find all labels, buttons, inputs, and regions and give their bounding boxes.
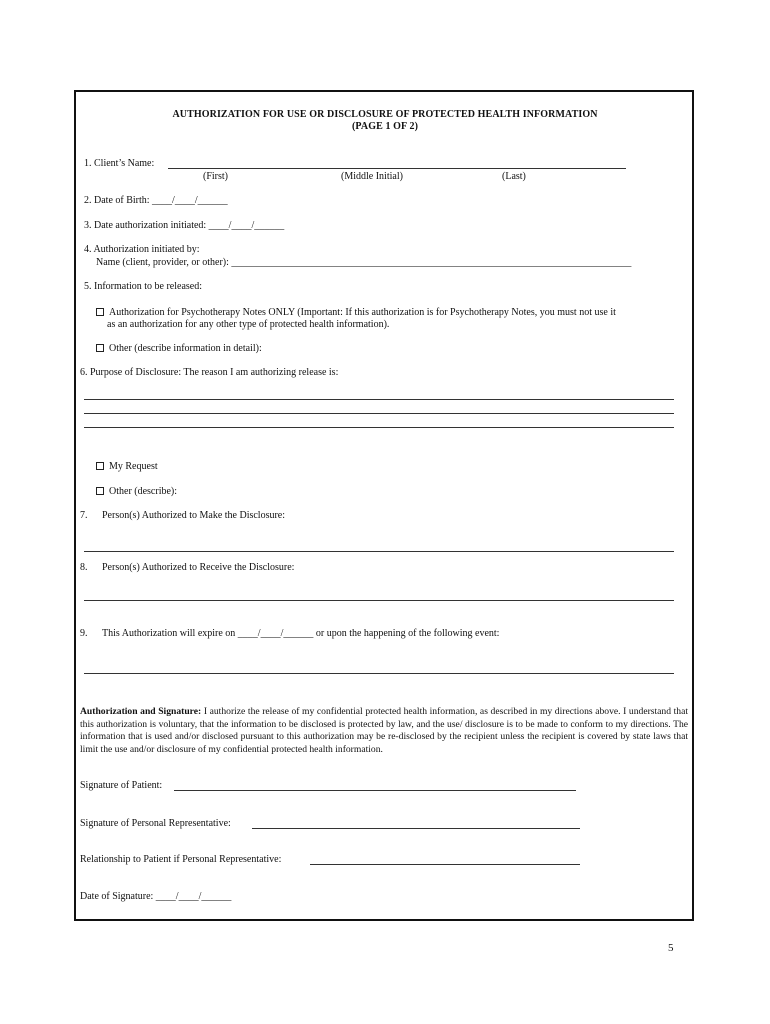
- my-request-option[interactable]: [96, 461, 158, 473]
- patient-signature-label: Signature of Patient:: [80, 780, 163, 791]
- relationship-label: Relationship to Patient if Personal Representative:: [80, 854, 282, 865]
- signature-date-field[interactable]: Date of Signature: ____/____/______: [80, 891, 232, 902]
- other-purpose-label: Other (describe):: [109, 486, 178, 497]
- psychotherapy-option-label: Authorization for Psychotherapy Notes ONLY (Important: If this authorization is for Psychotherapy Notes, you must not use it: [109, 307, 616, 318]
- form-border: [74, 90, 694, 921]
- first-name-caption: (First): [203, 171, 228, 182]
- info-released-label: 5. Information to be released:: [84, 281, 203, 292]
- authorized-receive-label: Person(s) Authorized to Receive the Disclosure:: [102, 562, 295, 573]
- initiated-by-label: 4. Authorization initiated by:: [84, 244, 200, 255]
- purpose-line[interactable]: [84, 413, 674, 414]
- authorized-receive-field[interactable]: [84, 600, 674, 601]
- authorized-make-field[interactable]: [84, 551, 674, 552]
- form-subtitle: (PAGE 1 OF 2): [351, 121, 418, 132]
- checkbox-icon[interactable]: [96, 462, 104, 470]
- checkbox-icon[interactable]: [96, 344, 104, 352]
- purpose-line[interactable]: [84, 399, 674, 400]
- representative-signature-field[interactable]: [252, 828, 580, 829]
- authorization-heading: Authorization and Signature:: [80, 706, 202, 717]
- authorization-statement: [80, 706, 688, 756]
- purpose-label: 6. Purpose of Disclosure: The reason I am authorizing release is:: [80, 367, 339, 378]
- patient-signature-field[interactable]: [174, 790, 576, 791]
- date-initiated-field[interactable]: 3. Date authorization initiated: ____/____/______: [84, 220, 285, 231]
- other-info-option-label: Other (describe information in detail):: [109, 343, 262, 354]
- my-request-label: My Request: [109, 461, 158, 472]
- client-name-field[interactable]: [168, 168, 626, 169]
- authorization-text: I authorize the release of my confidential protected health information, as described in my directions above. I understand that this authorization is voluntary, that the information to be disclosed is protected by law, and the use/ disclosure is to be made to conform to my directions. The information that is used and/or disclosed pursuant to this authorization may be re-disclosed by the recipient unless the recipient is covered by state laws that limit the use and/or disclosure of my confidential protected health information.: [80, 706, 689, 755]
- form-title: AUTHORIZATION FOR USE OR DISCLOSURE OF PROTECTED HEALTH INFORMATION: [172, 109, 598, 120]
- psychotherapy-option[interactable]: [96, 307, 616, 319]
- psychotherapy-option-continued: as an authorization for any other type of protected health information).: [107, 319, 390, 330]
- other-purpose-option[interactable]: [96, 486, 177, 498]
- item-7-number: 7.: [80, 510, 88, 521]
- middle-initial-caption: (Middle Initial): [341, 171, 403, 182]
- expiration-event-field[interactable]: [84, 673, 674, 674]
- item-9-number: 9.: [80, 628, 88, 639]
- initiator-name-field[interactable]: Name (client, provider, or other): ________________________________________________________________________________: [96, 257, 632, 268]
- relationship-field[interactable]: [310, 864, 580, 865]
- checkbox-icon[interactable]: [96, 487, 104, 495]
- other-info-option[interactable]: [96, 343, 262, 355]
- authorized-make-label: Person(s) Authorized to Make the Disclosure:: [102, 510, 286, 521]
- item-8-number: 8.: [80, 562, 88, 573]
- representative-signature-label: Signature of Personal Representative:: [80, 818, 231, 829]
- checkbox-icon[interactable]: [96, 308, 104, 316]
- expiration-field[interactable]: This Authorization will expire on ____/____/______ or upon the happening of the following event:: [102, 628, 500, 639]
- last-name-caption: (Last): [502, 171, 526, 182]
- client-name-label: 1. Client’s Name:: [84, 158, 155, 169]
- page-number: 5: [668, 942, 674, 954]
- purpose-line[interactable]: [84, 427, 674, 428]
- date-of-birth-field[interactable]: 2. Date of Birth: ____/____/______: [84, 195, 228, 206]
